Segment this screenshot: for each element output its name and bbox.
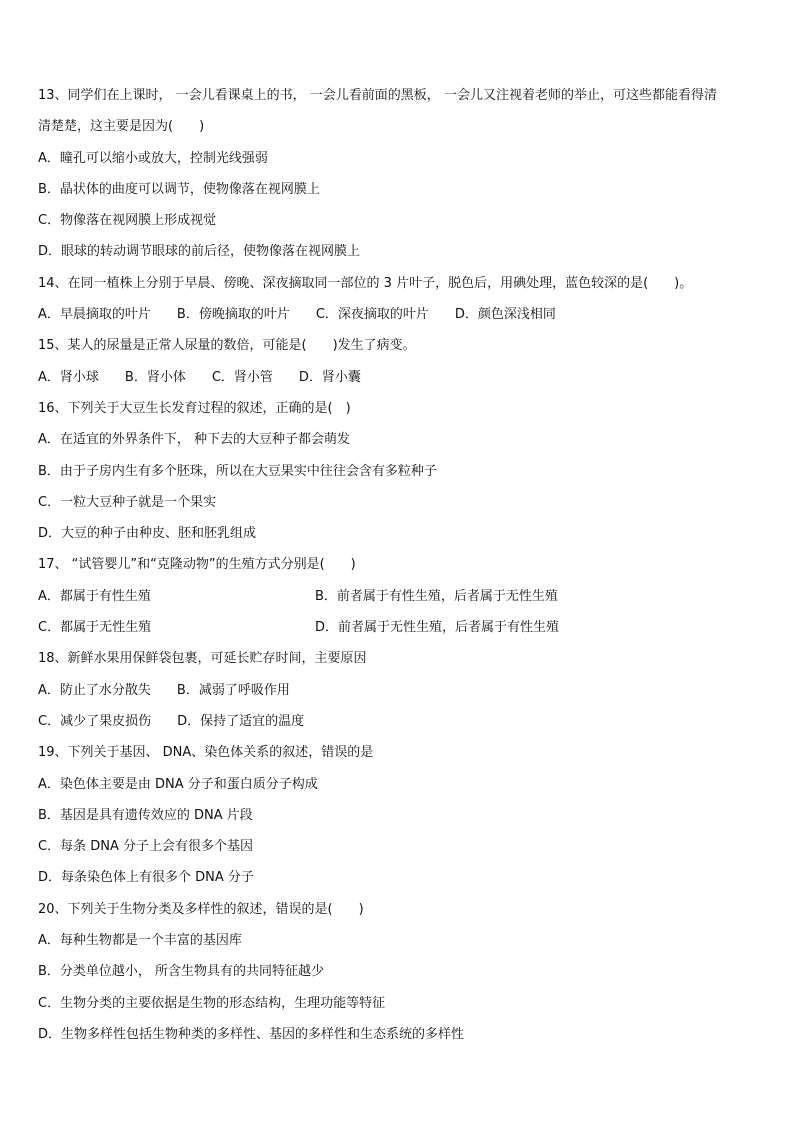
options-row bbox=[38, 581, 760, 612]
options-row bbox=[38, 706, 760, 737]
option-a: A．在适宜的外界条件下， 种下去的大豆种子都会萌发 bbox=[38, 432, 351, 448]
question-stem: 18、新鲜水果用保鲜袋包裹，可延长贮存时间，主要原因 bbox=[38, 651, 367, 667]
option-a: A．染色体主要是由 DNA 分子和蛋白质分子构成 bbox=[38, 776, 318, 792]
option-c: C．一粒大豆种子就是一个果实 bbox=[38, 494, 217, 510]
exam-page bbox=[38, 80, 760, 1050]
option-b: B．前者属于有性生殖，后者属于无性生殖 bbox=[315, 588, 558, 604]
question-stem: 13、同学们在上课时， 一会儿看课桌上的书， 一会儿看前面的黑板， 一会儿又注视着老师的举止，可这些都能看得清 bbox=[38, 88, 717, 103]
question-stem: 15、某人的尿量是正常人尿量的数倍，可能是( )发生了病变。 bbox=[38, 338, 416, 354]
option-b: B．肾小体 bbox=[124, 369, 186, 385]
option-c: C．减少了果皮损伤 bbox=[38, 713, 152, 729]
option-c: C．都属于无性生殖 bbox=[38, 620, 152, 636]
option-d: D．肾小囊 bbox=[298, 369, 361, 385]
question-stem: 16、下列关于大豆生长发育过程的叙述，正确的是( ) bbox=[38, 400, 351, 416]
option-c: C．生物分类的主要依据是生物的形态结构，生理功能等特征 bbox=[38, 995, 386, 1011]
question-stem: 17、 “试管婴儿”和“克隆动物”的生殖方式分别是( ) bbox=[38, 557, 356, 573]
option-a: A．早晨摘取的叶片 bbox=[38, 307, 151, 323]
option-a: A．防止了水分散失 bbox=[38, 682, 151, 698]
question-15 bbox=[38, 330, 760, 393]
option-d: D．眼球的转动调节眼球的前后径，使物像落在视网膜上 bbox=[38, 244, 361, 260]
option-b: B．傍晚摘取的叶片 bbox=[176, 307, 290, 323]
option-c: C．肾小管 bbox=[211, 369, 273, 385]
question-19 bbox=[38, 737, 760, 893]
option-c: C．深夜摘取的叶片 bbox=[315, 307, 429, 323]
options-row bbox=[38, 362, 760, 393]
option-a: A．都属于有性生殖 bbox=[38, 588, 151, 604]
option-b: B．分类单位越小， 所含生物具有的共同特征越少 bbox=[38, 964, 325, 980]
options-row bbox=[38, 299, 760, 330]
option-d: D．颜色深浅相同 bbox=[454, 307, 556, 323]
options-row bbox=[38, 612, 760, 643]
option-d: D．保持了适宜的温度 bbox=[177, 713, 305, 729]
option-d: D．每条染色体上有很多个 DNA 分子 bbox=[38, 870, 254, 886]
question-stem: 14、在同一植株上分别于早晨、傍晚、深夜摘取同一部位的 3 片叶子，脱色后，用碘处理，蓝色较深的是( )。 bbox=[38, 275, 693, 291]
question-stem: 20、下列关于生物分类及多样性的叙述，错误的是( ) bbox=[38, 901, 364, 917]
question-14 bbox=[38, 268, 760, 331]
option-d: D．前者属于无性生殖，后者属于有性生殖 bbox=[315, 620, 560, 636]
question-stem: 清楚楚，这主要是因为( ) bbox=[38, 119, 205, 135]
option-d: D．生物多样性包括生物种类的多样性、基因的多样性和生态系统的多样性 bbox=[38, 1026, 465, 1042]
question-stem: 19、下列关于基因、 DNA、染色体关系的叙述，错误的是 bbox=[38, 745, 374, 761]
option-c: C．每条 DNA 分子上会有很多个基因 bbox=[38, 839, 253, 855]
option-a: A．每种生物都是一个丰富的基因库 bbox=[38, 933, 242, 949]
option-a: A．肾小球 bbox=[38, 369, 99, 385]
question-13 bbox=[38, 80, 760, 268]
option-b: B．减弱了呼吸作用 bbox=[176, 682, 290, 698]
option-b: B．由于子房内生有多个胚珠，所以在大豆果实中往往会含有多粒种子 bbox=[38, 463, 437, 479]
question-20 bbox=[38, 894, 760, 1050]
options-row bbox=[38, 675, 760, 706]
question-16 bbox=[38, 393, 760, 549]
option-d: D．大豆的种子由种皮、胚和胚乳组成 bbox=[38, 526, 257, 542]
question-18 bbox=[38, 643, 760, 737]
question-17 bbox=[38, 549, 760, 643]
option-b: B．基因是具有遗传效应的 DNA 片段 bbox=[38, 807, 253, 823]
option-a: A．瞳孔可以缩小或放大，控制光线强弱 bbox=[38, 150, 268, 166]
option-b: B．晶状体的曲度可以调节，使物像落在视网膜上 bbox=[38, 181, 320, 197]
option-c: C．物像落在视网膜上形成视觉 bbox=[38, 213, 217, 229]
